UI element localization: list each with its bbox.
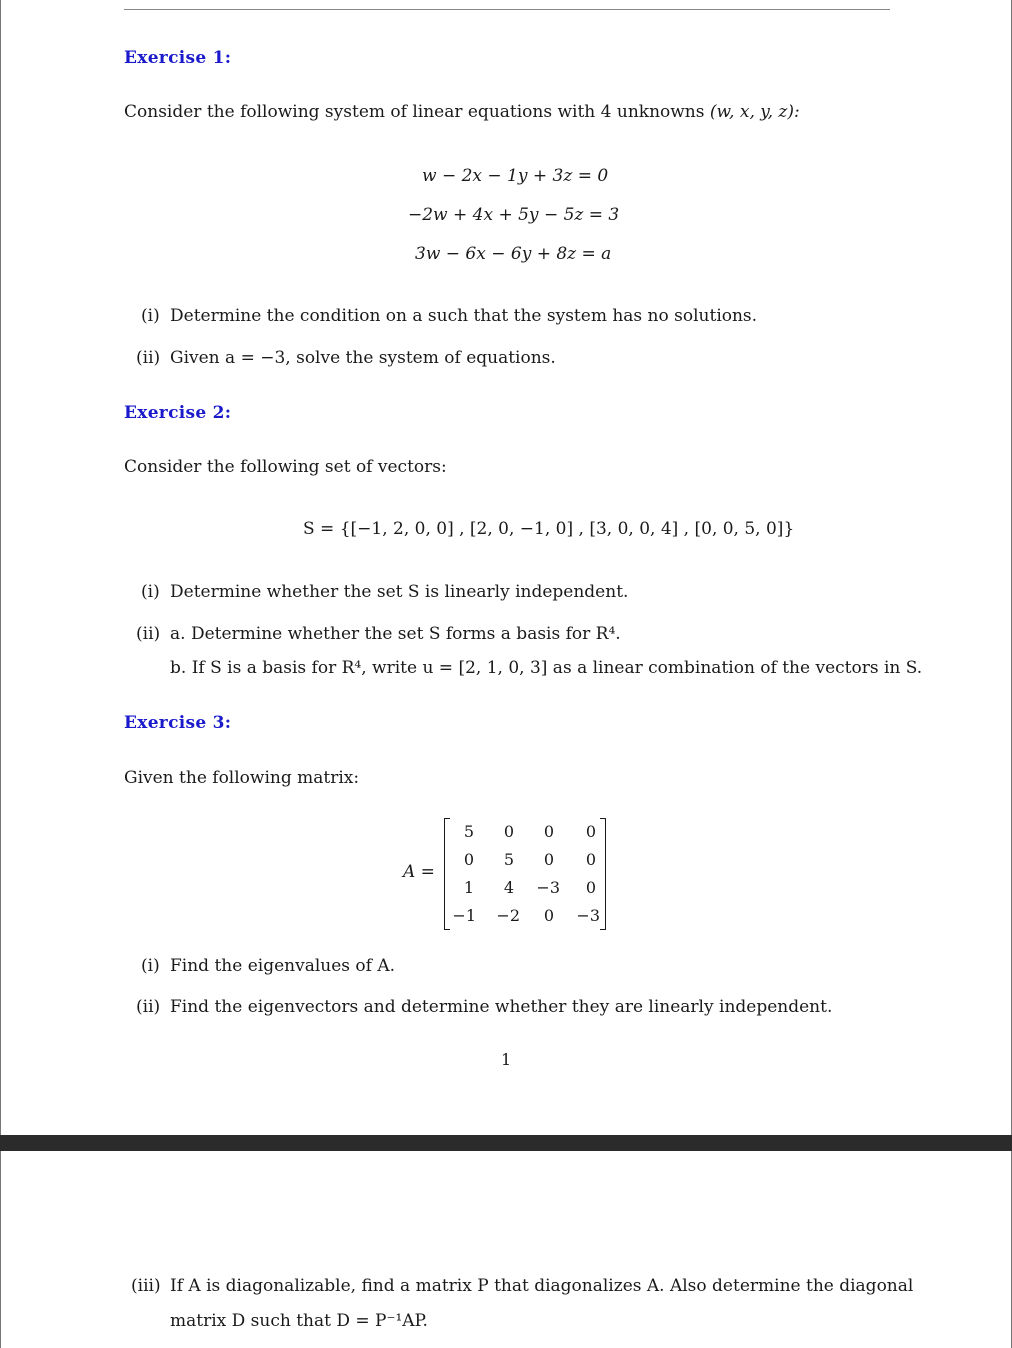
exercise-2-title: Exercise 2: — [124, 403, 232, 423]
ex3-item-ii-label: (ii) — [136, 997, 161, 1017]
ex1-item-ii-text: Given a = −3, solve the system of equations. — [170, 348, 556, 368]
matrix-cell: 0 — [503, 822, 514, 841]
exercise-3-title: Exercise 3: — [124, 713, 232, 733]
matrix-cell: 4 — [503, 878, 514, 897]
ex1-item-ii-label: (ii) — [136, 348, 161, 368]
exercise-2-intro: Consider the following set of vectors: — [124, 457, 447, 477]
matrix-cell: 0 — [585, 850, 596, 869]
ex2-item-i-text: Determine whether the set S is linearly independent. — [170, 582, 629, 602]
page-divider — [0, 1135, 1012, 1151]
ex2-item-ii-label: (ii) — [136, 624, 161, 644]
matrix-right-bracket — [600, 818, 606, 930]
ex2-item-i-label: (i) — [141, 582, 160, 602]
matrix-cell: 0 — [543, 822, 554, 841]
matrix-cell: 0 — [463, 850, 474, 869]
ex2-item-iib-text: b. If S is a basis for R⁴, write u = [2, 1, 0, 3] as a linear combination of the vectors in S. — [170, 658, 923, 678]
matrix-a — [444, 818, 606, 930]
page-number: 1 — [501, 1050, 512, 1069]
exercise-3-intro: Given the following matrix: — [124, 768, 360, 788]
matrix-cell: 0 — [585, 878, 596, 897]
exercise-1-title: Exercise 1: — [124, 48, 232, 68]
exercise-1-unknowns: (w, x, y, z): — [709, 102, 800, 122]
equation-1: w − 2x − 1y + 3z = 0 — [422, 166, 609, 186]
matrix-cell: −3 — [536, 878, 560, 897]
ex2-item-iia-text: a. Determine whether the set S forms a basis for R⁴. — [170, 624, 621, 644]
ex3-item-iii-label: (iii) — [131, 1276, 161, 1296]
matrix-cell: 5 — [463, 822, 474, 841]
matrix-cell: −1 — [452, 906, 476, 925]
equation-3: 3w − 6x − 6y + 8z = a — [415, 244, 612, 264]
vector-set: S = {[−1, 2, 0, 0] , [2, 0, −1, 0] , [3, 0, 0, 4] , [0, 0, 5, 0]} — [303, 519, 795, 539]
exercise-1-intro-text: Consider the following system of linear equations with 4 unknowns — [124, 102, 705, 122]
exercise-1-intro — [124, 102, 800, 122]
ex3-item-iii-line2: matrix D such that D = P⁻¹AP. — [170, 1311, 428, 1331]
matrix-cell: 1 — [463, 878, 474, 897]
equation-2: −2w + 4x + 5y − 5z = 3 — [408, 205, 620, 225]
matrix-cell: −2 — [496, 906, 520, 925]
matrix-label: A = — [403, 862, 435, 882]
matrix-cell: 0 — [543, 850, 554, 869]
ex3-item-i-text: Find the eigenvalues of A. — [170, 956, 396, 976]
ex1-item-i-text: Determine the condition on a such that the system has no solutions. — [170, 306, 758, 326]
matrix-cell: 0 — [585, 822, 596, 841]
ex1-item-i-label: (i) — [141, 306, 160, 326]
ex3-item-i-label: (i) — [141, 956, 160, 976]
document-page-2 — [0, 1151, 1012, 1348]
matrix-cell: −3 — [576, 906, 600, 925]
matrix-cell: 5 — [503, 850, 514, 869]
ex3-item-iii-line1: If A is diagonalizable, find a matrix P that diagonalizes A. Also determine the diagonal — [170, 1276, 914, 1296]
matrix-cell: 0 — [543, 906, 554, 925]
top-rule — [124, 9, 890, 10]
ex3-item-ii-text: Find the eigenvectors and determine whether they are linearly independent. — [170, 997, 833, 1017]
